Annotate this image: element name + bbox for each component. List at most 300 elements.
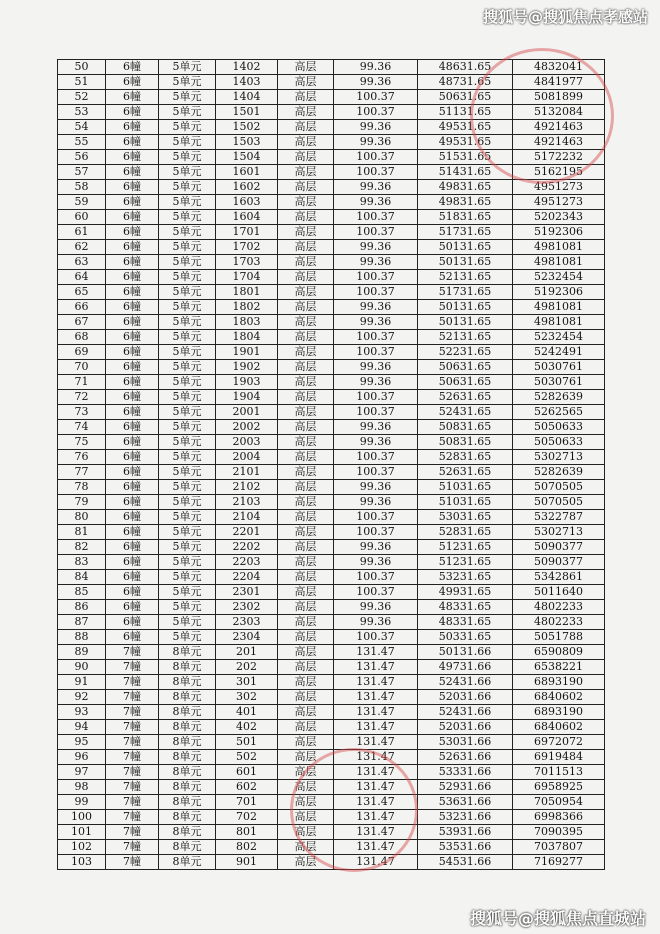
- cell-row-number: 85: [58, 585, 106, 600]
- cell-row-number: 62: [58, 240, 106, 255]
- cell-floor-type: 高层: [278, 240, 334, 255]
- cell-unit-price: 50131.65: [418, 300, 513, 315]
- cell-floor-type: 高层: [278, 135, 334, 150]
- cell-building: 6幢: [106, 405, 159, 420]
- cell-area: 99.36: [334, 375, 418, 390]
- cell-unit: 5单元: [159, 465, 216, 480]
- cell-area: 100.37: [334, 585, 418, 600]
- cell-total-price: 4802233: [513, 600, 605, 615]
- cell-total-price: 5030761: [513, 375, 605, 390]
- cell-room: 2203: [216, 555, 278, 570]
- cell-unit-price: 49531.65: [418, 120, 513, 135]
- cell-room: 2002: [216, 420, 278, 435]
- cell-unit-price: 52831.65: [418, 450, 513, 465]
- cell-row-number: 60: [58, 210, 106, 225]
- cell-unit-price: 50331.65: [418, 630, 513, 645]
- cell-total-price: 5132084: [513, 105, 605, 120]
- cell-unit-price: 53231.66: [418, 810, 513, 825]
- cell-area: 100.37: [334, 165, 418, 180]
- cell-unit-price: 49831.65: [418, 180, 513, 195]
- cell-row-number: 52: [58, 90, 106, 105]
- cell-building: 7幢: [106, 720, 159, 735]
- cell-row-number: 63: [58, 255, 106, 270]
- cell-total-price: 4921463: [513, 135, 605, 150]
- table-row: [58, 495, 605, 510]
- cell-area: 131.47: [334, 750, 418, 765]
- cell-building: 6幢: [106, 360, 159, 375]
- table-row: [58, 825, 605, 840]
- cell-floor-type: 高层: [278, 285, 334, 300]
- cell-unit-price: 49531.65: [418, 135, 513, 150]
- cell-room: 1602: [216, 180, 278, 195]
- cell-building: 6幢: [106, 570, 159, 585]
- cell-unit-price: 48331.65: [418, 600, 513, 615]
- cell-room: 1901: [216, 345, 278, 360]
- cell-area: 100.37: [334, 105, 418, 120]
- table-row: [58, 690, 605, 705]
- table-row: [58, 120, 605, 135]
- cell-room: 1903: [216, 375, 278, 390]
- cell-unit: 5单元: [159, 150, 216, 165]
- cell-row-number: 54: [58, 120, 106, 135]
- cell-area: 99.36: [334, 555, 418, 570]
- cell-row-number: 77: [58, 465, 106, 480]
- cell-room: 1501: [216, 105, 278, 120]
- cell-floor-type: 高层: [278, 300, 334, 315]
- cell-building: 7幢: [106, 675, 159, 690]
- cell-building: 7幢: [106, 765, 159, 780]
- cell-area: 131.47: [334, 645, 418, 660]
- cell-row-number: 79: [58, 495, 106, 510]
- cell-building: 6幢: [106, 135, 159, 150]
- cell-unit-price: 53031.65: [418, 510, 513, 525]
- cell-unit-price: 50131.65: [418, 240, 513, 255]
- cell-total-price: 5051788: [513, 630, 605, 645]
- cell-total-price: 7090395: [513, 825, 605, 840]
- cell-row-number: 76: [58, 450, 106, 465]
- cell-total-price: 5342861: [513, 570, 605, 585]
- cell-row-number: 61: [58, 225, 106, 240]
- cell-floor-type: 高层: [278, 165, 334, 180]
- table-row: [58, 465, 605, 480]
- cell-floor-type: 高层: [278, 720, 334, 735]
- cell-floor-type: 高层: [278, 105, 334, 120]
- cell-total-price: 6958925: [513, 780, 605, 795]
- cell-area: 99.36: [334, 135, 418, 150]
- cell-unit: 8单元: [159, 795, 216, 810]
- cell-room: 202: [216, 660, 278, 675]
- cell-unit-price: 51731.65: [418, 285, 513, 300]
- cell-unit: 5单元: [159, 570, 216, 585]
- cell-area: 131.47: [334, 705, 418, 720]
- cell-room: 1502: [216, 120, 278, 135]
- cell-room: 2004: [216, 450, 278, 465]
- cell-unit-price: 52631.65: [418, 390, 513, 405]
- cell-floor-type: 高层: [278, 330, 334, 345]
- cell-total-price: 6590809: [513, 645, 605, 660]
- cell-building: 7幢: [106, 780, 159, 795]
- cell-unit: 5单元: [159, 495, 216, 510]
- table-row: [58, 525, 605, 540]
- cell-building: 7幢: [106, 690, 159, 705]
- cell-unit: 5单元: [159, 120, 216, 135]
- cell-area: 131.47: [334, 825, 418, 840]
- table-row: [58, 795, 605, 810]
- cell-room: 1604: [216, 210, 278, 225]
- cell-row-number: 97: [58, 765, 106, 780]
- cell-building: 6幢: [106, 450, 159, 465]
- cell-building: 6幢: [106, 375, 159, 390]
- cell-area: 100.37: [334, 330, 418, 345]
- cell-total-price: 4981081: [513, 240, 605, 255]
- cell-total-price: 7050954: [513, 795, 605, 810]
- cell-floor-type: 高层: [278, 690, 334, 705]
- cell-total-price: 5050633: [513, 420, 605, 435]
- cell-row-number: 86: [58, 600, 106, 615]
- table-row: [58, 225, 605, 240]
- cell-room: 1902: [216, 360, 278, 375]
- cell-room: 2302: [216, 600, 278, 615]
- cell-total-price: 7169277: [513, 855, 605, 870]
- cell-total-price: 5282639: [513, 390, 605, 405]
- cell-total-price: 5302713: [513, 525, 605, 540]
- cell-unit-price: 51531.65: [418, 150, 513, 165]
- cell-room: 2001: [216, 405, 278, 420]
- cell-row-number: 94: [58, 720, 106, 735]
- cell-room: 2101: [216, 465, 278, 480]
- cell-area: 99.36: [334, 540, 418, 555]
- cell-floor-type: 高层: [278, 255, 334, 270]
- cell-total-price: 4951273: [513, 180, 605, 195]
- cell-building: 7幢: [106, 750, 159, 765]
- table-row: [58, 300, 605, 315]
- cell-unit: 5单元: [159, 420, 216, 435]
- cell-unit: 8单元: [159, 750, 216, 765]
- cell-room: 501: [216, 735, 278, 750]
- cell-unit-price: 53531.66: [418, 840, 513, 855]
- cell-row-number: 57: [58, 165, 106, 180]
- cell-total-price: 5081899: [513, 90, 605, 105]
- table-row: [58, 345, 605, 360]
- cell-total-price: 7037807: [513, 840, 605, 855]
- cell-floor-type: 高层: [278, 510, 334, 525]
- cell-room: 2303: [216, 615, 278, 630]
- cell-total-price: 6919484: [513, 750, 605, 765]
- cell-unit: 5单元: [159, 375, 216, 390]
- cell-floor-type: 高层: [278, 675, 334, 690]
- cell-floor-type: 高层: [278, 120, 334, 135]
- cell-unit-price: 52131.65: [418, 270, 513, 285]
- table-row: [58, 180, 605, 195]
- cell-row-number: 96: [58, 750, 106, 765]
- cell-area: 99.36: [334, 180, 418, 195]
- cell-row-number: 95: [58, 735, 106, 750]
- cell-building: 6幢: [106, 510, 159, 525]
- cell-unit: 5单元: [159, 480, 216, 495]
- cell-floor-type: 高层: [278, 495, 334, 510]
- cell-unit: 8单元: [159, 690, 216, 705]
- cell-area: 99.36: [334, 420, 418, 435]
- cell-row-number: 56: [58, 150, 106, 165]
- cell-unit-price: 50631.65: [418, 90, 513, 105]
- cell-row-number: 70: [58, 360, 106, 375]
- cell-floor-type: 高层: [278, 555, 334, 570]
- cell-floor-type: 高层: [278, 420, 334, 435]
- cell-unit-price: 50831.65: [418, 420, 513, 435]
- cell-unit-price: 48331.65: [418, 615, 513, 630]
- cell-row-number: 50: [58, 60, 106, 75]
- watermark-bottom: 搜狐号@搜狐焦点直城站: [469, 909, 646, 928]
- cell-room: 2104: [216, 510, 278, 525]
- cell-row-number: 74: [58, 420, 106, 435]
- cell-row-number: 58: [58, 180, 106, 195]
- cell-room: 602: [216, 780, 278, 795]
- cell-floor-type: 高层: [278, 270, 334, 285]
- cell-area: 99.36: [334, 495, 418, 510]
- table-row: [58, 315, 605, 330]
- cell-unit-price: 50131.66: [418, 645, 513, 660]
- cell-row-number: 103: [58, 855, 106, 870]
- cell-total-price: 7011513: [513, 765, 605, 780]
- cell-area: 131.47: [334, 765, 418, 780]
- table-row: [58, 720, 605, 735]
- table-row: [58, 90, 605, 105]
- cell-unit-price: 52431.65: [418, 405, 513, 420]
- cell-floor-type: 高层: [278, 525, 334, 540]
- cell-area: 99.36: [334, 315, 418, 330]
- cell-building: 7幢: [106, 795, 159, 810]
- cell-building: 6幢: [106, 75, 159, 90]
- cell-total-price: 6538221: [513, 660, 605, 675]
- cell-row-number: 91: [58, 675, 106, 690]
- cell-building: 6幢: [106, 300, 159, 315]
- cell-area: 99.36: [334, 600, 418, 615]
- cell-row-number: 93: [58, 705, 106, 720]
- cell-room: 502: [216, 750, 278, 765]
- cell-building: 6幢: [106, 285, 159, 300]
- cell-building: 6幢: [106, 150, 159, 165]
- cell-room: 2201: [216, 525, 278, 540]
- cell-row-number: 82: [58, 540, 106, 555]
- cell-floor-type: 高层: [278, 60, 334, 75]
- cell-building: 6幢: [106, 105, 159, 120]
- cell-unit: 8单元: [159, 780, 216, 795]
- cell-unit: 5单元: [159, 240, 216, 255]
- table-row: [58, 810, 605, 825]
- cell-building: 6幢: [106, 555, 159, 570]
- cell-area: 100.37: [334, 225, 418, 240]
- cell-unit: 5单元: [159, 615, 216, 630]
- cell-unit-price: 53031.66: [418, 735, 513, 750]
- cell-unit: 5单元: [159, 525, 216, 540]
- cell-building: 6幢: [106, 435, 159, 450]
- cell-building: 6幢: [106, 60, 159, 75]
- cell-building: 6幢: [106, 225, 159, 240]
- cell-area: 100.37: [334, 510, 418, 525]
- cell-room: 401: [216, 705, 278, 720]
- cell-room: 1704: [216, 270, 278, 285]
- cell-area: 100.37: [334, 525, 418, 540]
- table-row: [58, 210, 605, 225]
- cell-room: 901: [216, 855, 278, 870]
- cell-unit: 5单元: [159, 390, 216, 405]
- cell-room: 1403: [216, 75, 278, 90]
- cell-floor-type: 高层: [278, 195, 334, 210]
- cell-row-number: 89: [58, 645, 106, 660]
- cell-total-price: 4981081: [513, 300, 605, 315]
- table-row: [58, 60, 605, 75]
- cell-row-number: 53: [58, 105, 106, 120]
- cell-unit-price: 50131.65: [418, 255, 513, 270]
- cell-area: 131.47: [334, 780, 418, 795]
- cell-floor-type: 高层: [278, 750, 334, 765]
- cell-room: 1702: [216, 240, 278, 255]
- cell-unit: 5单元: [159, 60, 216, 75]
- table-row: [58, 615, 605, 630]
- cell-floor-type: 高层: [278, 780, 334, 795]
- cell-row-number: 78: [58, 480, 106, 495]
- cell-area: 99.36: [334, 120, 418, 135]
- cell-room: 301: [216, 675, 278, 690]
- cell-building: 6幢: [106, 420, 159, 435]
- cell-unit-price: 52931.66: [418, 780, 513, 795]
- table-row: [58, 150, 605, 165]
- cell-floor-type: 高层: [278, 630, 334, 645]
- table-row: [58, 660, 605, 675]
- cell-total-price: 6998366: [513, 810, 605, 825]
- cell-total-price: 5322787: [513, 510, 605, 525]
- cell-room: 1402: [216, 60, 278, 75]
- table-row: [58, 585, 605, 600]
- cell-unit-price: 48731.65: [418, 75, 513, 90]
- cell-unit-price: 52631.65: [418, 465, 513, 480]
- cell-row-number: 64: [58, 270, 106, 285]
- cell-floor-type: 高层: [278, 810, 334, 825]
- cell-total-price: 5162195: [513, 165, 605, 180]
- cell-area: 99.36: [334, 480, 418, 495]
- cell-total-price: 5282639: [513, 465, 605, 480]
- table-row: [58, 855, 605, 870]
- table-row: [58, 705, 605, 720]
- cell-unit: 8单元: [159, 660, 216, 675]
- cell-unit-price: 51431.65: [418, 165, 513, 180]
- cell-unit: 5单元: [159, 450, 216, 465]
- cell-floor-type: 高层: [278, 465, 334, 480]
- cell-unit-price: 53631.66: [418, 795, 513, 810]
- cell-room: 2204: [216, 570, 278, 585]
- cell-floor-type: 高层: [278, 345, 334, 360]
- cell-area: 100.37: [334, 270, 418, 285]
- cell-area: 99.36: [334, 435, 418, 450]
- cell-area: 99.36: [334, 60, 418, 75]
- cell-building: 6幢: [106, 315, 159, 330]
- cell-total-price: 6893190: [513, 675, 605, 690]
- price-table-body: [58, 60, 605, 870]
- cell-unit-price: 52031.66: [418, 720, 513, 735]
- table-row: [58, 270, 605, 285]
- cell-room: 1803: [216, 315, 278, 330]
- cell-unit: 5单元: [159, 435, 216, 450]
- cell-area: 131.47: [334, 810, 418, 825]
- cell-room: 1904: [216, 390, 278, 405]
- cell-row-number: 59: [58, 195, 106, 210]
- cell-unit-price: 52031.66: [418, 690, 513, 705]
- cell-floor-type: 高层: [278, 390, 334, 405]
- cell-floor-type: 高层: [278, 150, 334, 165]
- cell-unit: 5单元: [159, 255, 216, 270]
- cell-unit: 8单元: [159, 675, 216, 690]
- cell-unit: 5单元: [159, 105, 216, 120]
- cell-total-price: 5090377: [513, 540, 605, 555]
- cell-building: 7幢: [106, 825, 159, 840]
- cell-total-price: 6840602: [513, 690, 605, 705]
- cell-building: 7幢: [106, 840, 159, 855]
- cell-unit-price: 50131.65: [418, 315, 513, 330]
- cell-area: 99.36: [334, 360, 418, 375]
- cell-total-price: 4841977: [513, 75, 605, 90]
- cell-floor-type: 高层: [278, 765, 334, 780]
- cell-room: 1504: [216, 150, 278, 165]
- cell-unit: 5单元: [159, 345, 216, 360]
- cell-floor-type: 高层: [278, 600, 334, 615]
- cell-total-price: 5232454: [513, 330, 605, 345]
- cell-room: 1601: [216, 165, 278, 180]
- cell-unit: 8单元: [159, 765, 216, 780]
- cell-area: 131.47: [334, 855, 418, 870]
- cell-room: 2102: [216, 480, 278, 495]
- cell-total-price: 5202343: [513, 210, 605, 225]
- cell-unit: 5单元: [159, 180, 216, 195]
- cell-building: 6幢: [106, 330, 159, 345]
- cell-row-number: 102: [58, 840, 106, 855]
- cell-area: 99.36: [334, 75, 418, 90]
- cell-floor-type: 高层: [278, 90, 334, 105]
- cell-row-number: 84: [58, 570, 106, 585]
- cell-row-number: 99: [58, 795, 106, 810]
- cell-unit-price: 52831.65: [418, 525, 513, 540]
- table-row: [58, 360, 605, 375]
- cell-unit-price: 49831.65: [418, 195, 513, 210]
- cell-floor-type: 高层: [278, 360, 334, 375]
- cell-unit-price: 50631.65: [418, 360, 513, 375]
- cell-building: 7幢: [106, 810, 159, 825]
- cell-area: 100.37: [334, 150, 418, 165]
- cell-building: 6幢: [106, 495, 159, 510]
- cell-total-price: 5011640: [513, 585, 605, 600]
- cell-floor-type: 高层: [278, 825, 334, 840]
- price-table: [57, 59, 605, 870]
- cell-row-number: 66: [58, 300, 106, 315]
- table-row: [58, 75, 605, 90]
- cell-unit-price: 52631.66: [418, 750, 513, 765]
- cell-area: 100.37: [334, 90, 418, 105]
- cell-building: 6幢: [106, 585, 159, 600]
- cell-unit-price: 53931.66: [418, 825, 513, 840]
- cell-area: 100.37: [334, 345, 418, 360]
- cell-row-number: 72: [58, 390, 106, 405]
- cell-unit: 8单元: [159, 720, 216, 735]
- cell-floor-type: 高层: [278, 375, 334, 390]
- cell-area: 100.37: [334, 630, 418, 645]
- cell-floor-type: 高层: [278, 795, 334, 810]
- cell-area: 131.47: [334, 735, 418, 750]
- cell-unit-price: 50831.65: [418, 435, 513, 450]
- cell-floor-type: 高层: [278, 315, 334, 330]
- table-row: [58, 765, 605, 780]
- cell-floor-type: 高层: [278, 450, 334, 465]
- cell-unit: 8单元: [159, 810, 216, 825]
- cell-building: 6幢: [106, 210, 159, 225]
